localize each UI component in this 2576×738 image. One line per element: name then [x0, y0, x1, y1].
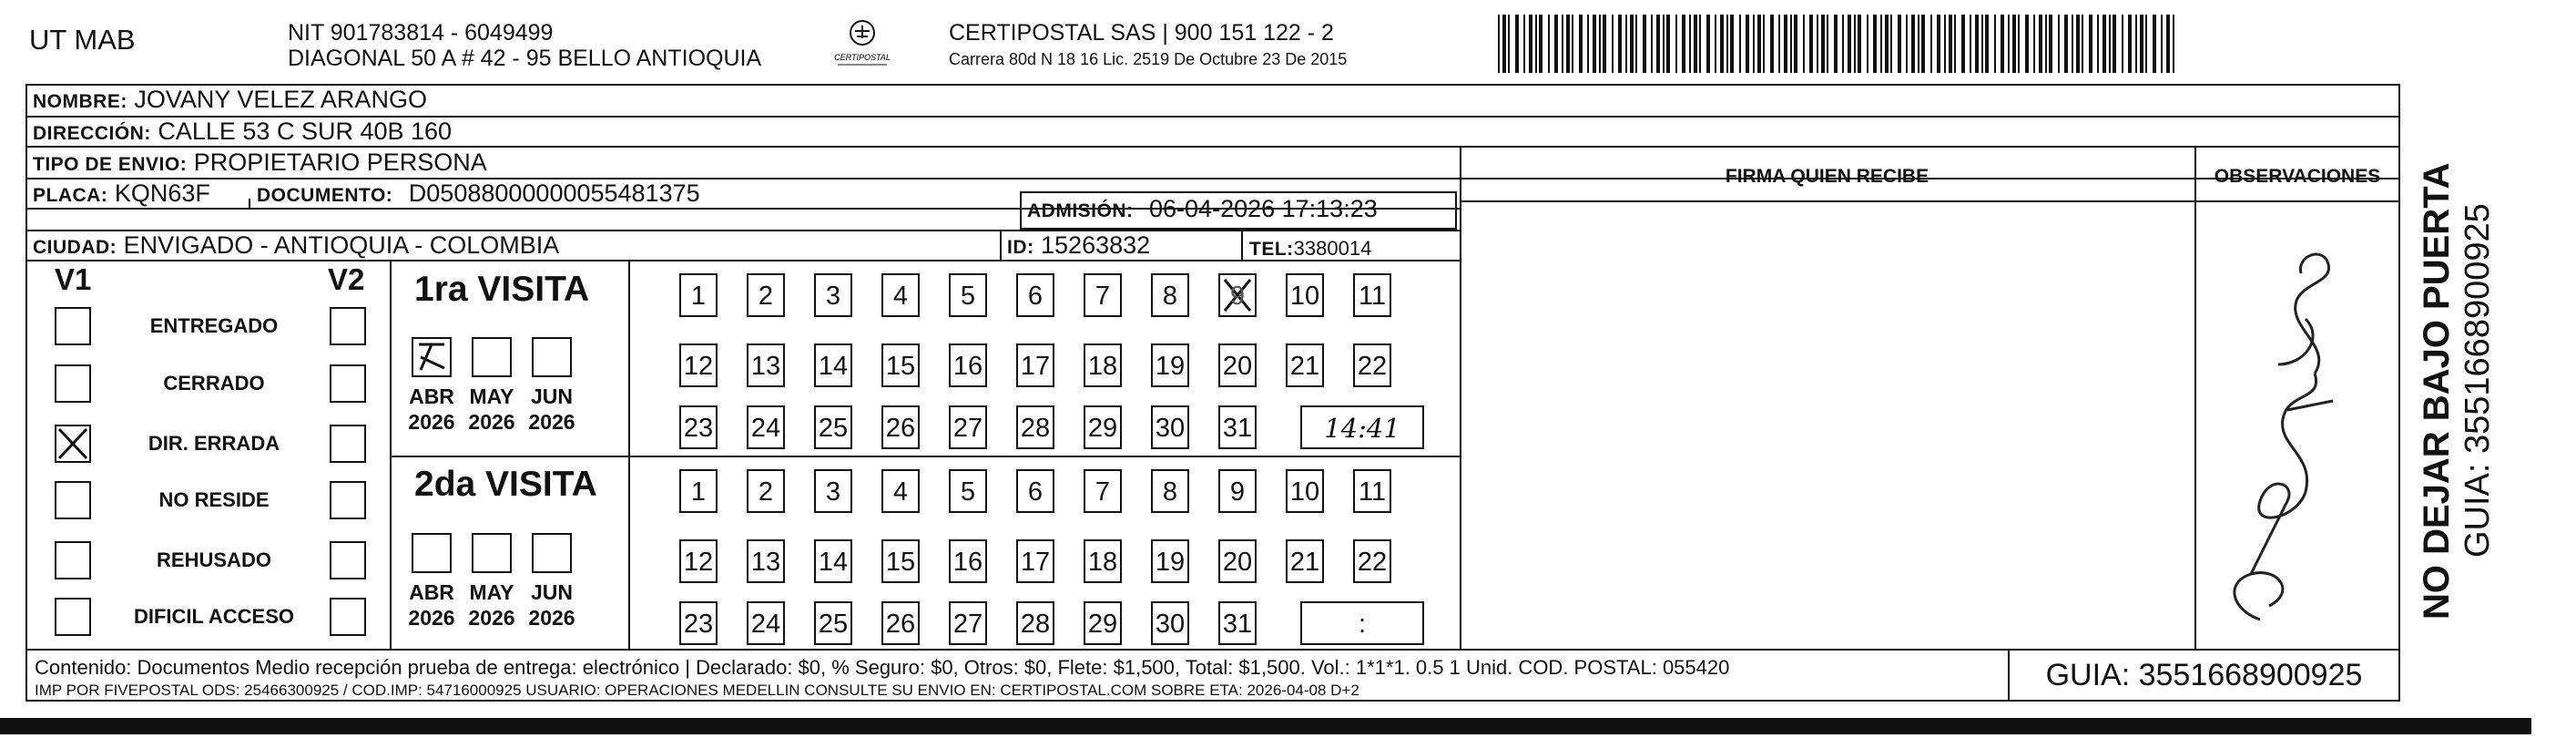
cut-bar — [0, 718, 2531, 734]
visit2-day-box[interactable]: 5 — [949, 469, 987, 513]
plate-value: KQN63F — [114, 179, 210, 207]
status-v1-checkbox[interactable] — [55, 541, 91, 579]
visit1-day-box[interactable]: 20 — [1218, 343, 1257, 387]
visit1-day-box[interactable]: 13 — [747, 343, 785, 387]
signature-title: FIRMA QUIEN RECIBE — [1725, 166, 1929, 187]
barcode-bar — [1666, 15, 1670, 73]
barcode-bar — [2018, 15, 2020, 73]
visit2-day-box[interactable]: 29 — [1084, 601, 1122, 645]
visit1-month-checkbox[interactable] — [532, 337, 572, 377]
visit1-month-label: MAY — [469, 384, 514, 408]
visit2-day-box[interactable]: 30 — [1151, 601, 1189, 645]
address-field — [33, 118, 452, 148]
visit2-month-checkbox[interactable] — [412, 533, 452, 573]
barcode-bar — [2140, 15, 2143, 73]
document-value: D05088000000055481375 — [408, 179, 700, 207]
barcode-bar — [1706, 15, 1710, 73]
barcode-bar — [1523, 15, 1525, 73]
barcode-bar — [2103, 15, 2106, 73]
visit1-year-label: 2026 — [528, 410, 575, 434]
visit1-year-label: 2026 — [408, 410, 455, 434]
status-v2-checkbox[interactable] — [330, 598, 366, 636]
visit1-day-box[interactable]: 1 — [679, 273, 718, 317]
visit2-day-box[interactable]: 6 — [1016, 469, 1054, 513]
footer-guia: GUIA: 3551668900925 — [2045, 658, 2363, 692]
barcode-bar — [2033, 15, 2035, 73]
admission-value: 06-04-2026 17:13:23 — [1149, 195, 1378, 222]
visit1-day-box[interactable]: 26 — [881, 405, 920, 449]
barcode-bar — [1587, 15, 1589, 73]
visit2-day-box[interactable]: 3 — [814, 469, 852, 513]
visit2-day-box[interactable]: 26 — [881, 601, 920, 645]
barcode-bar — [1739, 15, 1741, 73]
visit2-day-box[interactable]: 31 — [1218, 601, 1257, 645]
barcode-bar — [1921, 15, 1925, 73]
visit1-day-box[interactable]: 16 — [949, 343, 987, 387]
name-value: JOVANY VELEZ ARANGO — [134, 86, 427, 113]
barcode-bar — [1885, 15, 1889, 73]
visit2-day-box[interactable]: 25 — [814, 601, 852, 645]
visit2-day-box[interactable]: 15 — [881, 539, 920, 583]
visit2-day-box[interactable]: 12 — [679, 539, 718, 583]
barcode-bar — [1873, 15, 1877, 73]
address-label: DIRECCIÓN: — [33, 123, 151, 144]
barcode-bar — [1803, 15, 1805, 73]
shipment-type-field — [33, 149, 487, 179]
status-label: DIR. ERRADA — [148, 432, 280, 455]
barcode-bar — [2161, 15, 2163, 73]
status-v2-checkbox[interactable] — [330, 364, 366, 403]
barcode-bar — [1562, 15, 1563, 73]
visit2-day-box[interactable]: 21 — [1286, 539, 1324, 583]
plate-label: PLACA: — [33, 185, 108, 206]
visit2-day-box[interactable]: 16 — [949, 539, 987, 583]
barcode-bar — [1643, 15, 1646, 73]
visit2-day-box[interactable]: 13 — [747, 539, 785, 583]
barcode-bar — [2045, 15, 2047, 73]
barcode-bar — [2145, 15, 2147, 73]
barcode-bar — [1663, 15, 1665, 73]
city-field — [33, 231, 559, 261]
barcode-bar — [1848, 15, 1851, 73]
carrier-license: Carrera 80d N 18 16 Lic. 2519 De Octubre 23 De 2015 — [949, 50, 1348, 68]
visit1-day-box[interactable]: 7 — [1084, 273, 1122, 317]
barcode-bar — [1566, 15, 1570, 73]
city-label: CIUDAD: — [33, 237, 117, 258]
barcode-bar — [1539, 15, 1543, 73]
barcode-bar — [1753, 15, 1755, 73]
visit2-day-box[interactable]: 27 — [949, 601, 987, 645]
visit2-day-box[interactable]: 14 — [814, 539, 852, 583]
barcode-bar — [1834, 15, 1838, 73]
visit2-day-box[interactable]: 10 — [1286, 469, 1324, 513]
barcode-bar — [1599, 15, 1601, 73]
visit1-day-box[interactable]: 28 — [1016, 405, 1054, 449]
barcode-bar — [1630, 15, 1634, 73]
shipment-type-value: PROPIETARIO PERSONA — [193, 149, 487, 176]
barcode-bar — [1821, 15, 1825, 73]
visit1-day-box[interactable]: 2 — [747, 273, 785, 317]
barcode-bar — [1612, 15, 1614, 73]
visit1-day-box[interactable]: 12 — [679, 343, 718, 387]
barcode-bar — [2025, 15, 2029, 73]
barcode-bar — [1625, 15, 1627, 73]
barcode-bar — [1778, 15, 1780, 73]
visit1-day-box[interactable]: 8 — [1151, 273, 1189, 317]
status-v1-checkbox[interactable] — [55, 364, 91, 403]
visit1-day-box[interactable]: 6 — [1016, 273, 1054, 317]
barcode-bar — [2072, 15, 2073, 73]
visit2-day-box[interactable]: 24 — [747, 601, 785, 645]
visit2-day-box[interactable]: 17 — [1016, 539, 1054, 583]
barcode-bar — [1937, 15, 1940, 73]
barcode-bar — [1689, 15, 1691, 73]
barcode-bar — [1918, 15, 1919, 73]
visit1-day-box[interactable]: 23 — [679, 405, 718, 449]
visit1-day-box[interactable]: 17 — [1016, 343, 1054, 387]
barcode-bar — [1515, 15, 1519, 73]
admission-label: ADMISIÓN: — [1027, 200, 1134, 221]
visit1-day-box[interactable]: 15 — [881, 343, 920, 387]
barcode-bar — [2089, 15, 2092, 73]
barcode-bar — [1867, 15, 1868, 73]
barcode-bar — [1682, 15, 1685, 73]
tel-label: TEL: — [1249, 239, 1294, 260]
barcode-bar — [1529, 15, 1532, 73]
barcode-bar — [1694, 15, 1697, 73]
visit2-year-label: 2026 — [468, 606, 515, 630]
logo-text: CERTIPOSTAL — [834, 53, 891, 62]
barcode-bar — [1880, 15, 1882, 73]
v2-label: V2 — [328, 262, 365, 296]
barcode-bar — [1954, 15, 1956, 73]
barcode-bar — [1930, 15, 1932, 73]
name-field — [33, 86, 427, 116]
barcode-bar — [2097, 15, 2099, 73]
v1-label: V1 — [55, 262, 92, 296]
barcode-bar — [1827, 15, 1828, 73]
barcode-bar — [1970, 15, 1971, 73]
barcode-bar — [1794, 15, 1797, 73]
barcode-bar — [1548, 15, 1550, 73]
barcode-bar — [1508, 15, 1510, 73]
handwritten-signature — [2196, 228, 2397, 638]
barcode-bar — [1994, 15, 1996, 73]
admission-field — [1027, 195, 1378, 225]
visit2-title: 2da VISITA — [414, 465, 597, 504]
status-label: REHUSADO — [157, 548, 271, 571]
barcode-bar — [2153, 15, 2156, 73]
visit2-day-box[interactable]: 18 — [1084, 539, 1122, 583]
visit1-month-checkbox[interactable] — [412, 337, 452, 377]
address-value: CALLE 53 C SUR 40B 160 — [158, 118, 453, 145]
barcode-bar — [2113, 15, 2116, 73]
visit2-day-box[interactable]: 1 — [679, 469, 718, 513]
status-label: ENTREGADO — [149, 314, 279, 337]
barcode-bar — [1890, 15, 1892, 73]
barcode-bar — [1498, 15, 1500, 73]
status-v1-checkbox[interactable] — [55, 307, 91, 345]
barcode-bar — [1579, 15, 1583, 73]
barcode-bar — [1726, 15, 1728, 73]
id-label: ID: — [1007, 237, 1034, 258]
visit1-title: 1ra VISITA — [414, 270, 590, 309]
status-v2-checkbox[interactable] — [330, 307, 366, 345]
barcode-bar — [1554, 15, 1558, 73]
city-value: ENVIGADO - ANTIOQUIA - COLOMBIA — [123, 231, 560, 259]
visit2-month-label: JUN — [530, 580, 573, 604]
barcode-bar — [2039, 15, 2042, 73]
barcode-bar — [1854, 15, 1856, 73]
barcode-bar — [1635, 15, 1637, 73]
visit1-year-label: 2026 — [468, 410, 515, 434]
status-label: CERRADO — [163, 372, 265, 395]
visit1-day-box[interactable] — [1218, 273, 1257, 317]
visit2-day-box[interactable]: 23 — [679, 601, 718, 645]
visit1-month-checkbox[interactable] — [472, 337, 512, 377]
barcode-bar — [1906, 15, 1908, 73]
visit1-day-box[interactable]: 4 — [881, 273, 920, 317]
barcode-bar — [2001, 15, 2004, 73]
barcode-bar — [1949, 15, 1952, 73]
barcode — [1498, 15, 2181, 73]
barcode-bar — [1757, 15, 1761, 73]
visit1-day-box[interactable]: 19 — [1151, 343, 1189, 387]
visit1-day-box[interactable]: 18 — [1084, 343, 1122, 387]
barcode-bar — [2058, 15, 2060, 73]
visit2-day-box[interactable]: 2 — [747, 469, 785, 513]
barcode-bar — [1603, 15, 1606, 73]
visit2-time-box[interactable]: : — [1300, 601, 1424, 645]
visit2-day-box[interactable]: 11 — [1353, 469, 1391, 513]
barcode-bar — [1593, 15, 1596, 73]
company-nit: NIT 901783814 - 6049499 — [288, 20, 554, 46]
observations-title: OBSERVACIONES — [2214, 166, 2381, 187]
barcode-bar — [1817, 15, 1818, 73]
visit1-day-box[interactable]: 10 — [1286, 273, 1324, 317]
check-mark-icon — [413, 339, 450, 375]
barcode-bar — [1651, 15, 1653, 73]
check-mark-icon — [56, 426, 89, 461]
plate-field — [33, 179, 210, 210]
barcode-bar — [2166, 15, 2170, 73]
barcode-bar — [1809, 15, 1813, 73]
visit1-day-box[interactable]: 24 — [747, 405, 785, 449]
visit1-day-box[interactable]: 5 — [949, 273, 987, 317]
barcode-bar — [1784, 15, 1787, 73]
visit1-day-box[interactable]: 25 — [814, 405, 852, 449]
visit2-day-box[interactable]: 8 — [1151, 469, 1189, 513]
barcode-bar — [1770, 15, 1774, 73]
barcode-bar — [2076, 15, 2080, 73]
visit1-day-box[interactable]: 11 — [1353, 273, 1391, 317]
barcode-bar — [1985, 15, 1989, 73]
id-field — [1007, 231, 1150, 261]
tel-field — [1249, 235, 1371, 263]
barcode-bar — [2012, 15, 2016, 73]
barcode-bar — [1720, 15, 1724, 73]
visit2-day-box[interactable]: 19 — [1151, 539, 1189, 583]
barcode-bar — [2008, 15, 2010, 73]
barcode-bar — [1535, 15, 1537, 73]
barcode-bar — [1911, 15, 1915, 73]
barcode-bar — [1898, 15, 1901, 73]
visit1-day-box[interactable]: 14 — [814, 343, 852, 387]
company-address: DIAGONAL 50 A # 42 - 95 BELLO ANTIOQUIA — [288, 46, 762, 71]
barcode-bar — [1763, 15, 1765, 73]
document-label: DOCUMENTO: — [257, 185, 393, 206]
barcode-bar — [1699, 15, 1701, 73]
barcode-bar — [2128, 15, 2132, 73]
barcode-bar — [2064, 15, 2068, 73]
status-v2-checkbox[interactable] — [330, 541, 366, 579]
visit2-month-label: ABR — [409, 580, 454, 604]
footer-content: Contenido: Documentos Medio recepción prueba de entrega: electrónico | Declarado: $0, % Seguro: $0, Otros: $0, Flete: $1,500, Total: $1,500. Vol.: 1*1*1. 0.5 1 Unid. COD. POSTAL: 055420 — [35, 656, 1730, 679]
barcode-bar — [2173, 15, 2174, 73]
tel-value: 3380014 — [1293, 237, 1372, 260]
visit2-year-label: 2026 — [528, 606, 575, 630]
visit2-day-box[interactable]: 28 — [1016, 601, 1054, 645]
visit2-day-box[interactable]: 9 — [1218, 469, 1257, 513]
carrier-name: CERTIPOSTAL SAS | 900 151 122 - 2 — [949, 20, 1334, 46]
status-v1-checkbox[interactable] — [55, 598, 91, 636]
barcode-bar — [1715, 15, 1716, 73]
barcode-bar — [1572, 15, 1573, 73]
visit2-day-box[interactable]: 4 — [881, 469, 920, 513]
visit2-month-checkbox[interactable] — [472, 533, 512, 573]
visit2-month-label: MAY — [469, 580, 514, 604]
visit1-day-box[interactable]: 30 — [1151, 405, 1189, 449]
document-field — [257, 179, 700, 210]
certipostal-logo — [830, 16, 894, 67]
status-label: NO RESIDE — [158, 488, 270, 511]
name-label: NOMBRE: — [33, 91, 127, 112]
side-notice: NO DEJAR BAJO PUERTA — [2417, 162, 2457, 620]
barcode-bar — [2135, 15, 2137, 73]
barcode-bar — [1502, 15, 1506, 73]
status-v2-checkbox[interactable] — [330, 481, 366, 519]
barcode-bar — [1618, 15, 1622, 73]
visit1-day-box[interactable]: 3 — [814, 273, 852, 317]
shipment-type-label: TIPO DE ENVIO: — [33, 154, 188, 175]
visit1-day-box[interactable]: 27 — [949, 405, 987, 449]
barcode-bar — [1842, 15, 1844, 73]
barcode-bar — [1981, 15, 1983, 73]
visit2-day-box[interactable]: 22 — [1353, 539, 1391, 583]
barcode-bar — [1746, 15, 1749, 73]
barcode-bar — [1790, 15, 1792, 73]
visit2-year-label: 2026 — [408, 606, 455, 630]
status-v1-checkbox[interactable] — [55, 481, 91, 519]
day-number: 9 — [1229, 282, 1246, 311]
barcode-bar — [1675, 15, 1677, 73]
company-name: UT MAB — [29, 24, 136, 56]
footer-imp: IMP POR FIVEPOSTAL ODS: 25466300925 / COD.IMP: 54716000925 USUARIO: OPERACIONES MEDELLIN CONSULTE SU ENVIO EN: CERTIPOSTAL.COM SOBRE ETA: 2026-04-08 D+2 — [35, 682, 1359, 699]
status-v2-checkbox[interactable] — [330, 425, 366, 463]
id-value: 15263832 — [1041, 231, 1151, 259]
visit1-day-box[interactable]: 31 — [1218, 405, 1257, 449]
barcode-bar — [2082, 15, 2083, 73]
visit1-month-label: ABR — [409, 384, 454, 408]
barcode-bar — [1730, 15, 1734, 73]
barcode-bar — [2109, 15, 2111, 73]
visit1-month-label: JUN — [530, 384, 573, 408]
visit2-day-box[interactable]: 20 — [1218, 539, 1257, 583]
barcode-bar — [2122, 15, 2123, 73]
barcode-bar — [1975, 15, 1979, 73]
status-v1-checkbox[interactable] — [55, 425, 91, 463]
barcode-bar — [1944, 15, 1946, 73]
visit1-time-box[interactable]: 14:41 — [1300, 405, 1424, 449]
visit2-day-box[interactable]: 7 — [1084, 469, 1122, 513]
status-label: DIFICIL ACCESO — [133, 605, 294, 628]
side-guia: GUIA: 3551668900925 — [2459, 203, 2497, 558]
visit1-day-box[interactable]: 21 — [1286, 343, 1324, 387]
barcode-bar — [1656, 15, 1660, 73]
barcode-bar — [1961, 15, 1965, 73]
barcode-bar — [1858, 15, 1861, 73]
visit2-month-checkbox[interactable] — [532, 533, 572, 573]
barcode-bar — [2049, 15, 2052, 73]
visit1-day-box[interactable]: 29 — [1084, 405, 1122, 449]
visit1-day-box[interactable]: 22 — [1353, 343, 1391, 387]
